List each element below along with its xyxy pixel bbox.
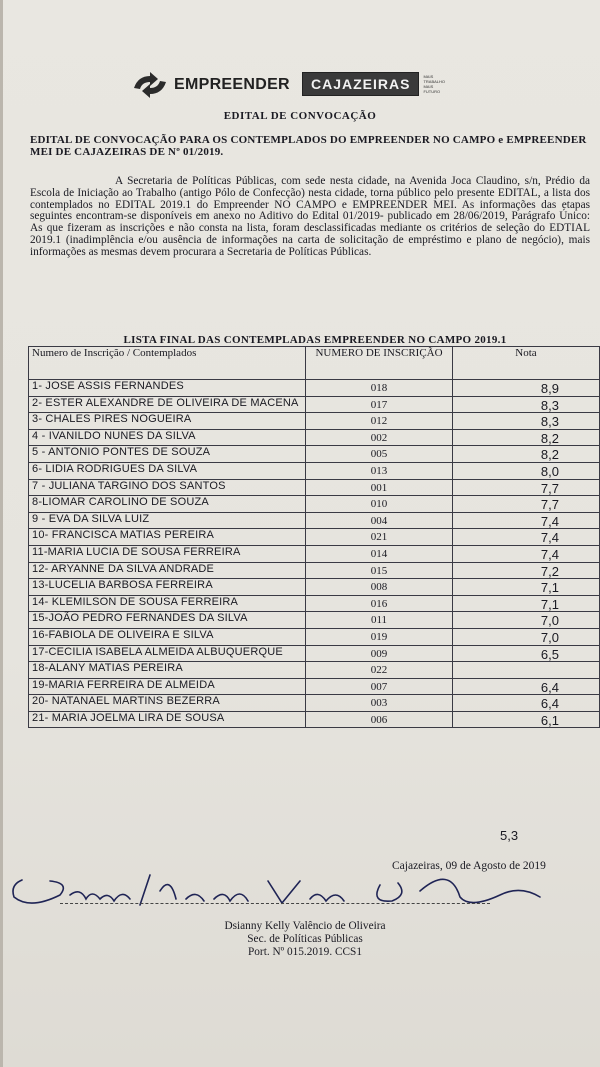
- row-insc: 010: [306, 496, 453, 513]
- row-name: 15-JOÃO PEDRO FERNANDES DA SILVA: [29, 612, 306, 629]
- row-nota: 7,4: [453, 512, 600, 529]
- table-row: [29, 662, 600, 679]
- row-name: 3- CHALES PIRES NOGUEIRA: [29, 413, 306, 430]
- row-nota: 7,4: [453, 545, 600, 562]
- row-insc: 014: [306, 545, 453, 562]
- table-row: [29, 695, 600, 712]
- row-name: 5 - ANTONIO PONTES DE SOUZA: [29, 446, 306, 463]
- row-nota: 8,2: [453, 446, 600, 463]
- row-insc: 015: [306, 562, 453, 579]
- table-row: [29, 595, 600, 612]
- cajazeiras-logo-tagline: MAIS TRABALHO MAIS FUTURO: [423, 74, 446, 94]
- empreender-logo-text: EMPREENDER: [174, 76, 290, 93]
- document-heading: EDITAL DE CONVOCAÇÃO PARA OS CONTEMPLADOS DO EMPREENDER NO CAMPO e EMPREENDER MEI DE CAJAZEIRAS DE Nº 01/2019.: [30, 134, 587, 158]
- row-insc: 006: [306, 711, 453, 728]
- row-nota: 7,0: [453, 628, 600, 645]
- row-insc: 012: [306, 413, 453, 430]
- contemplados-table: [28, 346, 600, 728]
- row-nota: 7,7: [453, 479, 600, 496]
- row-name: 1- JOSE ASSIS FERNANDES: [29, 380, 306, 397]
- row-name: 20- NATANAEL MARTINS BEZERRA: [29, 695, 306, 712]
- row-nota: 6,4: [453, 695, 600, 712]
- empreender-logo: [130, 70, 290, 100]
- table-row: [29, 512, 600, 529]
- edital-title: EDITAL DE CONVOCAÇÃO: [223, 110, 377, 122]
- row-insc: 021: [306, 529, 453, 546]
- row-name: 14- KLEMILSON DE SOUSA FERREIRA: [29, 595, 306, 612]
- row-nota: 7,7: [453, 496, 600, 513]
- row-name: 10- FRANCISCA MATIAS PEREIRA: [29, 529, 306, 546]
- signature-line: [60, 903, 490, 904]
- table-row: [29, 628, 600, 645]
- row-insc: 018: [306, 380, 453, 397]
- cajazeiras-logo-text: CAJAZEIRAS: [302, 72, 419, 96]
- row-insc: 007: [306, 678, 453, 695]
- row-name: 11-MARIA LUCIA DE SOUSA FERREIRA: [29, 545, 306, 562]
- row-insc: 019: [306, 628, 453, 645]
- table-row: [29, 645, 600, 662]
- row-insc: 017: [306, 396, 453, 413]
- table-row: [29, 711, 600, 728]
- row-name: 16-FABIOLA DE OLIVEIRA E SILVA: [29, 628, 306, 645]
- row-name: 13-LUCELIA BARBOSA FERREIRA: [29, 579, 306, 596]
- table-row: [29, 562, 600, 579]
- row-nota: 8,3: [453, 413, 600, 430]
- header-nota: Nota: [453, 347, 600, 380]
- row-nota: 7,0: [453, 612, 600, 629]
- signer-port: Port. Nº 015.2019. CCS1: [248, 946, 362, 958]
- row-name: 9 - EVA DA SILVA LUIZ: [29, 512, 306, 529]
- row-insc: 003: [306, 695, 453, 712]
- row-nota: 8,2: [453, 429, 600, 446]
- row-nota: 6,4: [453, 678, 600, 695]
- row-nota: [453, 662, 600, 679]
- cajazeiras-logo: [302, 72, 445, 96]
- header-logos: [0, 64, 600, 104]
- table-row: [29, 446, 600, 463]
- table-row: [29, 413, 600, 430]
- row-insc: 009: [306, 645, 453, 662]
- table-row: [29, 396, 600, 413]
- row-name: 7 - JULIANA TARGINO DOS SANTOS: [29, 479, 306, 496]
- row-nota: 8,0: [453, 462, 600, 479]
- row-name: 6- LIDIA RODRIGUES DA SILVA: [29, 462, 306, 479]
- row-nota: 7,4: [453, 529, 600, 546]
- row-insc: 004: [306, 512, 453, 529]
- row-insc: 022: [306, 662, 453, 679]
- row-nota: 6,5: [453, 645, 600, 662]
- document-date: Cajazeiras, 09 de Agosto de 2019: [392, 860, 546, 872]
- table-row: [29, 612, 600, 629]
- table-row: [29, 380, 600, 397]
- table-row: [29, 479, 600, 496]
- row-insc: 016: [306, 595, 453, 612]
- table-row: [29, 429, 600, 446]
- table-row: [29, 545, 600, 562]
- row-name: 4 - IVANILDO NUNES DA SILVA: [29, 429, 306, 446]
- table-header-row: [29, 347, 600, 380]
- row-nota: 6,1: [453, 711, 600, 728]
- document-body: A Secretaria de Políticas Públicas, com sede nesta cidade, na Avenida Joca Claudino, s/n, Prédio da Escola de Iniciação ao Trabalho (antigo Pólo de Confecção) nesta cidade, torna público pelo presente EDITAL, a lista dos contemplados no EDITAL 2019.1 do Empreender NO CAMPO e EMPREENDER MEI. As informações das etapas seguintes encontram-se disponíveis em anexo no Aditivo do Edital 01/2019- publicado em 28/06/2019, Parágrafo Único: As que fizeram as inscrições e não consta na lista, foram desclassificadas mediante os critérios de seleção do EDTIAL 2019.1 (inadimplência e/ou ausência de informações na carta de solicitação de empréstimo e plano de negócio), mais informações as mesmas devem procurara a Secretaria de Políticas Públicas.: [30, 175, 590, 258]
- row-nota: 7,1: [453, 595, 600, 612]
- signer-role: Sec. de Políticas Públicas: [247, 933, 363, 945]
- row-insc: 005: [306, 446, 453, 463]
- table-row: [29, 678, 600, 695]
- table-row: [29, 462, 600, 479]
- row-name: 2- ESTER ALEXANDRE DE OLIVEIRA DE MACENA: [29, 396, 306, 413]
- table-title: LISTA FINAL DAS CONTEMPLADAS EMPREENDER NO CAMPO 2019.1: [123, 334, 507, 346]
- row-name: 12- ARYANNE DA SILVA ANDRADE: [29, 562, 306, 579]
- empreender-arrows-icon: [130, 70, 170, 100]
- table-row: [29, 529, 600, 546]
- row-insc: 011: [306, 612, 453, 629]
- table-row: [29, 496, 600, 513]
- header-name: Numero de Inscrição / Contemplados: [29, 347, 306, 380]
- row-name: 21- MARIA JOELMA LIRA DE SOUSA: [29, 711, 306, 728]
- row-name: 17-CECILIA ISABELA ALMEIDA ALBUQUERQUE: [29, 645, 306, 662]
- table-row: [29, 579, 600, 596]
- signer-name: Dsianny Kelly Valêncio de Oliveira: [224, 920, 386, 932]
- row-name: 18-ALANY MATIAS PEREIRA: [29, 662, 306, 679]
- row-name: 8-LIOMAR CAROLINO DE SOUZA: [29, 496, 306, 513]
- header-insc: NUMERO DE INSCRIÇÃO: [306, 347, 453, 380]
- row-nota: 8,3: [453, 396, 600, 413]
- trailing-nota: 5,3: [500, 828, 519, 843]
- row-nota: 8,9: [453, 380, 600, 397]
- row-insc: 013: [306, 462, 453, 479]
- signer-block: [0, 920, 600, 959]
- row-insc: 001: [306, 479, 453, 496]
- row-name: 19-MARIA FERREIRA DE ALMEIDA: [29, 678, 306, 695]
- row-insc: 008: [306, 579, 453, 596]
- row-nota: 7,1: [453, 579, 600, 596]
- row-insc: 002: [306, 429, 453, 446]
- row-nota: 7,2: [453, 562, 600, 579]
